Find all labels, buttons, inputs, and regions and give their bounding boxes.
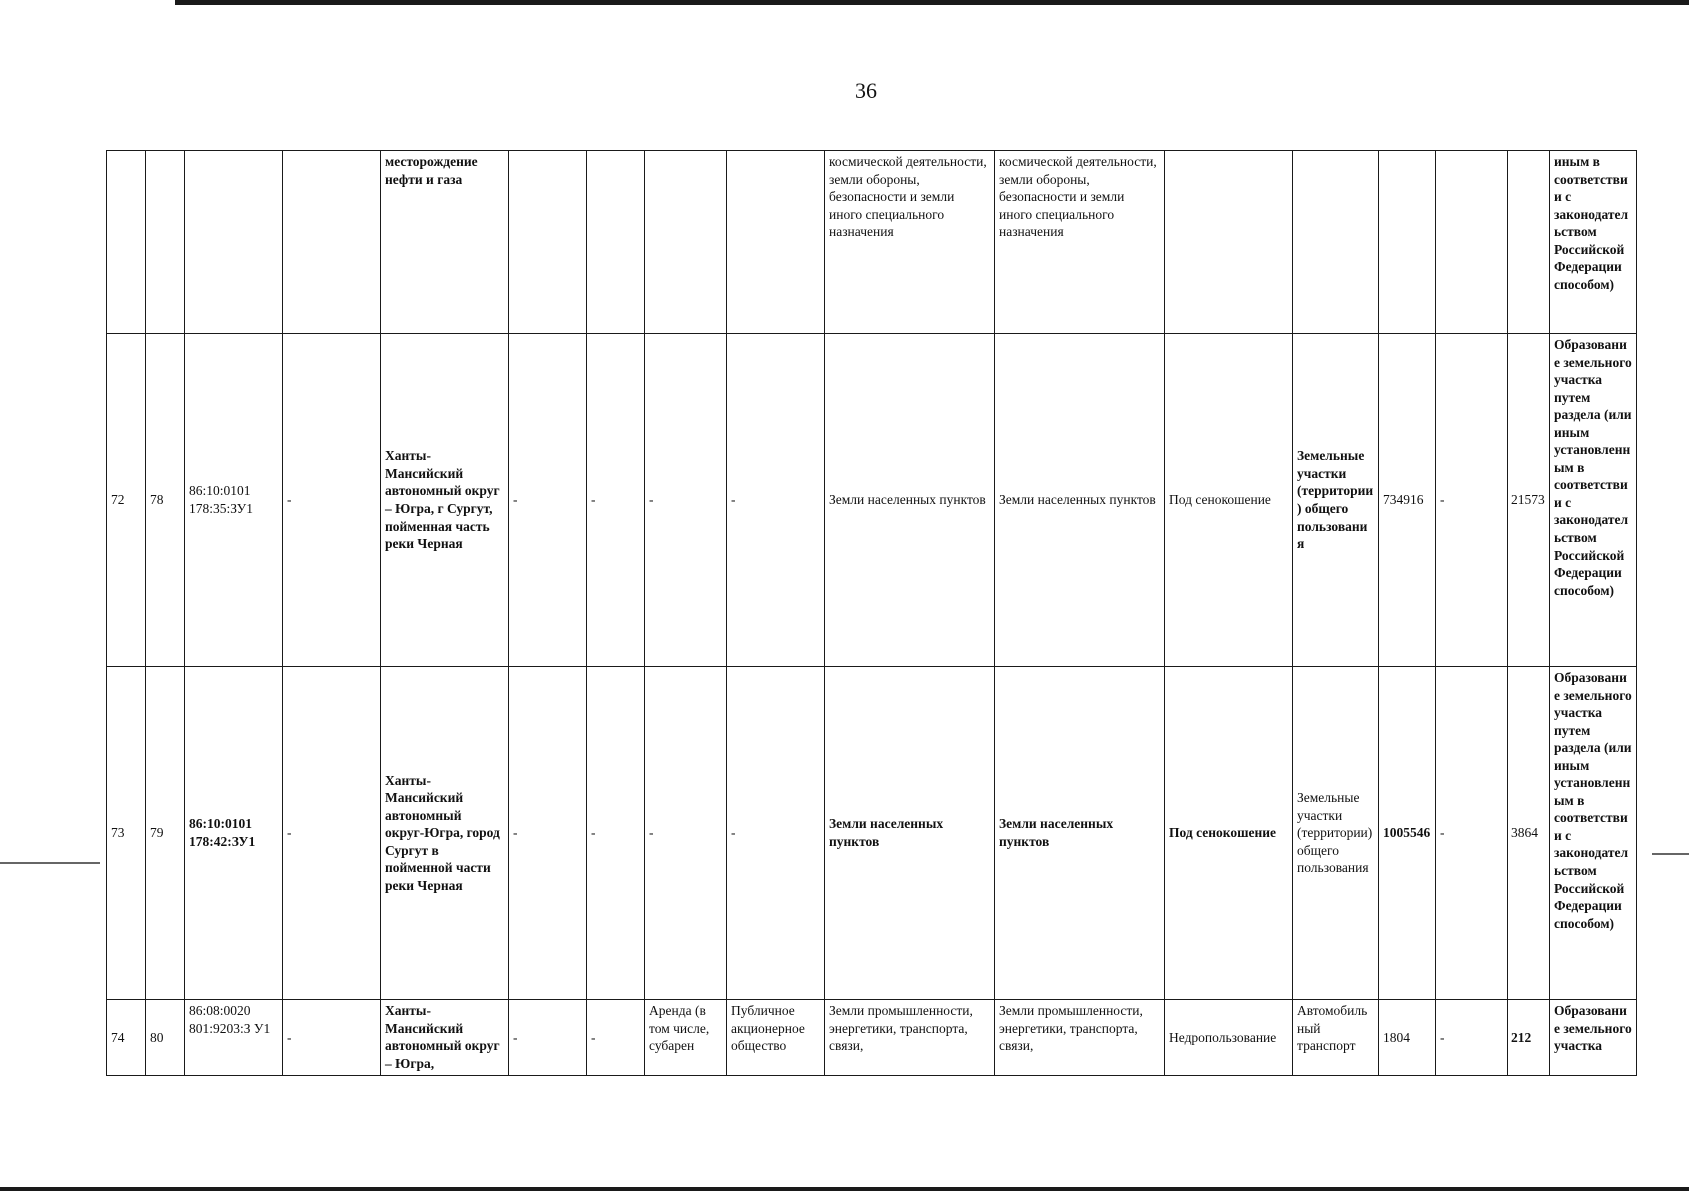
cell-location: Ханты-Мансийский автономный округ – Югра, г Сургут, пойменная часть реки Черная <box>381 334 509 667</box>
cell-right-type: - <box>645 334 727 667</box>
cell-formation-method: Образование земельного участка путем раздела (или иным установленным в соответствии с законодательством Российской Федерации способом) <box>1550 667 1637 1000</box>
cell-row-no: 73 <box>107 667 146 1000</box>
cell-land-category-new: Земли населенных пунктов <box>995 667 1165 1000</box>
cell-col6: - <box>509 667 587 1000</box>
cell-land-category: Земли населенных пунктов <box>825 667 995 1000</box>
cell-col15: - <box>1436 667 1508 1000</box>
cell-col16: 212 <box>1508 1000 1550 1076</box>
cell-right-holder <box>727 151 825 334</box>
cell-item-no: 78 <box>146 334 185 667</box>
cell-col16: 21573 <box>1508 334 1550 667</box>
cell-row-no: 72 <box>107 334 146 667</box>
cell-location: месторождение нефти и газа <box>381 151 509 334</box>
cell-col15: - <box>1436 1000 1508 1076</box>
cell-col4: - <box>283 1000 381 1076</box>
cell-formation-method: иным в соответствии с законодательством Российской Федерации способом) <box>1550 151 1637 334</box>
cell-col7: - <box>587 1000 645 1076</box>
cell-col15: - <box>1436 334 1508 667</box>
cell-col6: - <box>509 1000 587 1076</box>
cell-item-no: 80 <box>146 1000 185 1076</box>
cell-location: Ханты-Мансийский автономный округ – Югра, <box>381 1000 509 1076</box>
cell-col7 <box>587 151 645 334</box>
cell-cadastral-number: 86:10:0101 178:35:ЗУ1 <box>185 334 283 667</box>
scan-top-edge <box>175 0 1689 5</box>
cell-col6: - <box>509 334 587 667</box>
cell-land-category-new: Земли промышленности, энергетики, транспорта, связи, <box>995 1000 1165 1076</box>
cell-area: 1804 <box>1379 1000 1436 1076</box>
cell-right-holder: Публичное акционерное общество <box>727 1000 825 1076</box>
cell-formation-method: Образование земельного участка <box>1550 1000 1637 1076</box>
cell-permitted-use-new <box>1293 151 1379 334</box>
cell-area: 734916 <box>1379 334 1436 667</box>
cell-right-holder: - <box>727 334 825 667</box>
cell-right-type: - <box>645 667 727 1000</box>
cell-right-holder: - <box>727 667 825 1000</box>
cell-item-no: 79 <box>146 667 185 1000</box>
cell-formation-method: Образование земельного участка путем раздела (или иным установленным в соответствии с законодательством Российской Федерации способом) <box>1550 334 1637 667</box>
cell-row-no <box>107 151 146 334</box>
cell-land-category: космической деятельности, земли обороны, безопасности и земли иного специального назначения <box>825 151 995 334</box>
page-number: 36 <box>855 78 877 103</box>
cell-row-no: 74 <box>107 1000 146 1076</box>
cell-col16: 3864 <box>1508 667 1550 1000</box>
cell-land-category: Земли промышленности, энергетики, транспорта, связи, <box>825 1000 995 1076</box>
left-margin-mark <box>0 862 100 864</box>
cell-cadastral-number <box>185 151 283 334</box>
cell-col4: - <box>283 334 381 667</box>
cell-cadastral-number: 86:10:0101 178:42:ЗУ1 <box>185 667 283 1000</box>
table-row <box>107 334 1637 667</box>
cell-area: 1005546 <box>1379 667 1436 1000</box>
table-row <box>107 1000 1637 1076</box>
cell-col6 <box>509 151 587 334</box>
cell-col7: - <box>587 334 645 667</box>
cell-location: Ханты-Мансийский автономный округ-Югра, город Сургут в пойменной части реки Черная <box>381 667 509 1000</box>
cell-permitted-use-new: Земельные участки (территории) общего пользования <box>1293 334 1379 667</box>
cell-permitted-use <box>1165 151 1293 334</box>
cell-land-category-new: космической деятельности, земли обороны, безопасности и земли иного специального назначения <box>995 151 1165 334</box>
scan-bottom-edge <box>0 1187 1689 1191</box>
cell-land-category: Земли населенных пунктов <box>825 334 995 667</box>
cell-cadastral-number: 86:08:0020 801:9203:З У1 <box>185 1000 283 1076</box>
table-row <box>107 667 1637 1000</box>
cell-permitted-use: Под сенокошение <box>1165 334 1293 667</box>
cell-col15 <box>1436 151 1508 334</box>
cell-right-type: Аренда (в том числе, субарен <box>645 1000 727 1076</box>
cell-col16 <box>1508 151 1550 334</box>
cell-right-type <box>645 151 727 334</box>
cell-col4 <box>283 151 381 334</box>
cell-item-no <box>146 151 185 334</box>
table-row-continuation <box>107 151 1637 334</box>
cell-col7: - <box>587 667 645 1000</box>
cell-permitted-use-new: Автомобильный транспорт <box>1293 1000 1379 1076</box>
land-parcels-table <box>106 150 1637 1076</box>
cell-col4: - <box>283 667 381 1000</box>
cell-permitted-use: Недропользование <box>1165 1000 1293 1076</box>
right-margin-mark <box>1652 853 1689 855</box>
cell-land-category-new: Земли населенных пунктов <box>995 334 1165 667</box>
cell-permitted-use: Под сенокошение <box>1165 667 1293 1000</box>
cell-area <box>1379 151 1436 334</box>
cell-permitted-use-new: Земельные участки (территории) общего пользования <box>1293 667 1379 1000</box>
